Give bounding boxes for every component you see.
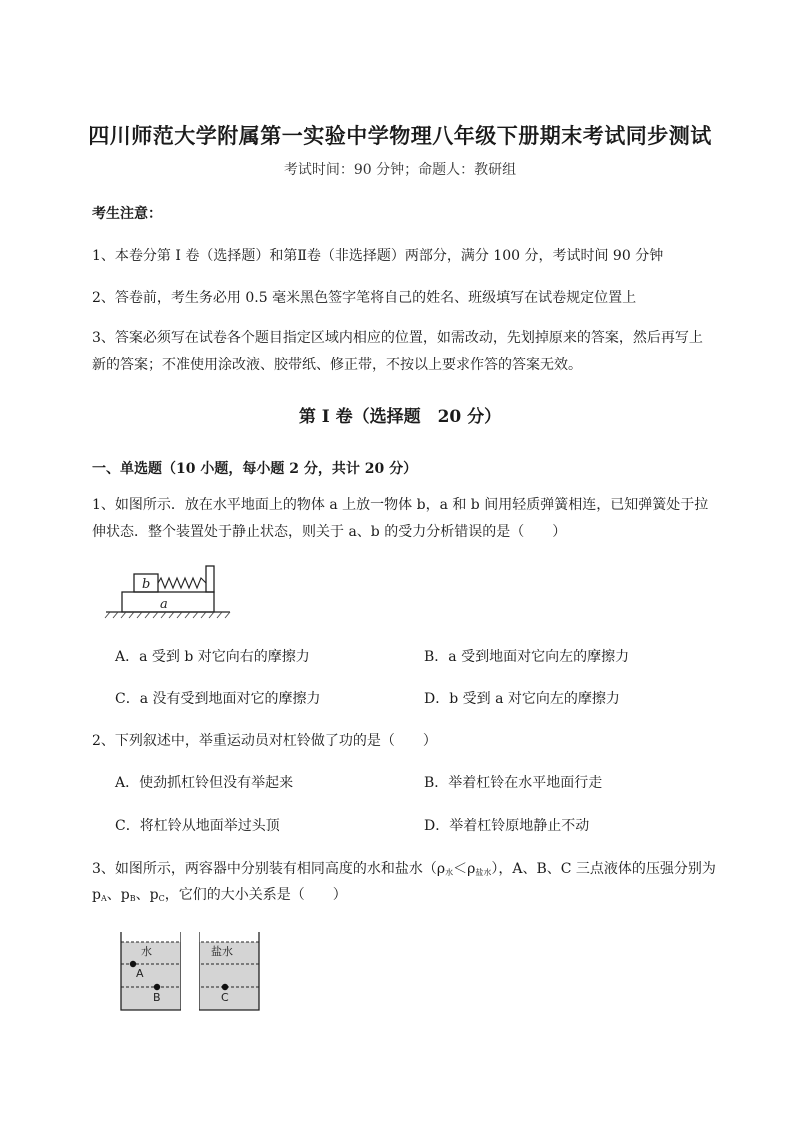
wall-post: [206, 566, 214, 592]
notice-item-3: 3、答案必须写在试卷各个题目指定区域内相应的位置，如需改动，先划掉原来的答案，然后再写上新的答案；不准使用涂改液、胶带纸、修正带，不按以上要求作答的答案无效。: [92, 330, 703, 373]
label-point-b: B: [153, 991, 161, 1004]
label-b: b: [142, 577, 151, 592]
q2-option-a[interactable]: A．使劲抓杠铃但没有举起来: [115, 775, 294, 791]
q2-option-b[interactable]: B．举着杠铃在水平地面行走: [424, 775, 603, 791]
question-3-stem-line-1: 3、如图所示，两容器中分别装有相同高度的水和盐水$(\rho_水<\rho_{盐水})$，A、B、C 三点液体的压强分别为: [92, 861, 716, 877]
q2-option-c[interactable]: C．将杠铃从地面举过头顶: [115, 818, 280, 834]
question-3-figure: [115, 930, 265, 1016]
point-c: [222, 984, 228, 990]
question-1-figure: [100, 560, 240, 622]
notice-item-2: 2、答卷前，考生务必用 0.5 毫米黑色签字笔将自己的姓名、班级填写在试卷规定位置上: [92, 290, 637, 306]
q1-option-d[interactable]: D．b 受到 a 对它向左的摩擦力: [424, 691, 620, 707]
label-a: a: [160, 597, 168, 612]
label-point-c: C: [221, 991, 229, 1004]
container-gap: [181, 930, 199, 1012]
block-a: [122, 592, 214, 612]
page-title: 四川师范大学附属第一实验中学物理八年级下册期末考试同步测试: [88, 123, 712, 148]
spring: [158, 578, 206, 588]
rho-water-sub: 水: [445, 868, 454, 877]
label-water: 水: [141, 945, 152, 958]
q1-option-c[interactable]: C．a 没有受到地面对它的摩擦力: [115, 691, 321, 707]
label-saltwater: 盐水: [211, 945, 233, 958]
question-1-stem: 1、如图所示．放在水平地面上的物体 a 上放一物体 b，a 和 b 间用轻质弹簧相连，已知弹簧处于拉伸状态．整个装置处于静止状态，则关于 a、b 的受力分析错误的是（ ）: [92, 497, 709, 540]
part-heading: 一、单选题（10 小题，每小题 2 分，共计 20 分）: [92, 461, 418, 477]
point-b: [154, 984, 160, 990]
q1-option-a[interactable]: A．a 受到 b 对它向右的摩擦力: [115, 649, 310, 665]
question-3-stem-line-2: $p_A$、$p_B$、$p_C$，它们的大小关系是（ ）: [92, 887, 347, 903]
exam-info: 考试时间：90 分钟；命题人：教研组: [283, 162, 517, 178]
section-title: 第 I 卷（选择题 20 分）: [298, 407, 502, 427]
question-2-stem: 2、下列叙述中，举重运动员对杠铃做了功的是（ ）: [92, 733, 437, 749]
notice-item-1: 1、本卷分第 I 卷（选择题）和第Ⅱ卷（非选择题）两部分，满分 100 分，考试时间 90 分钟: [92, 248, 664, 264]
q1-option-b[interactable]: B．a 受到地面对它向左的摩擦力: [424, 649, 630, 665]
ground-hatch: [105, 612, 230, 618]
rho-salt-sub: 盐水: [475, 868, 492, 877]
notice-heading: 考生注意：: [92, 206, 162, 222]
q2-option-d[interactable]: D．举着杠铃原地静止不动: [424, 818, 590, 834]
label-point-a: A: [136, 967, 144, 980]
